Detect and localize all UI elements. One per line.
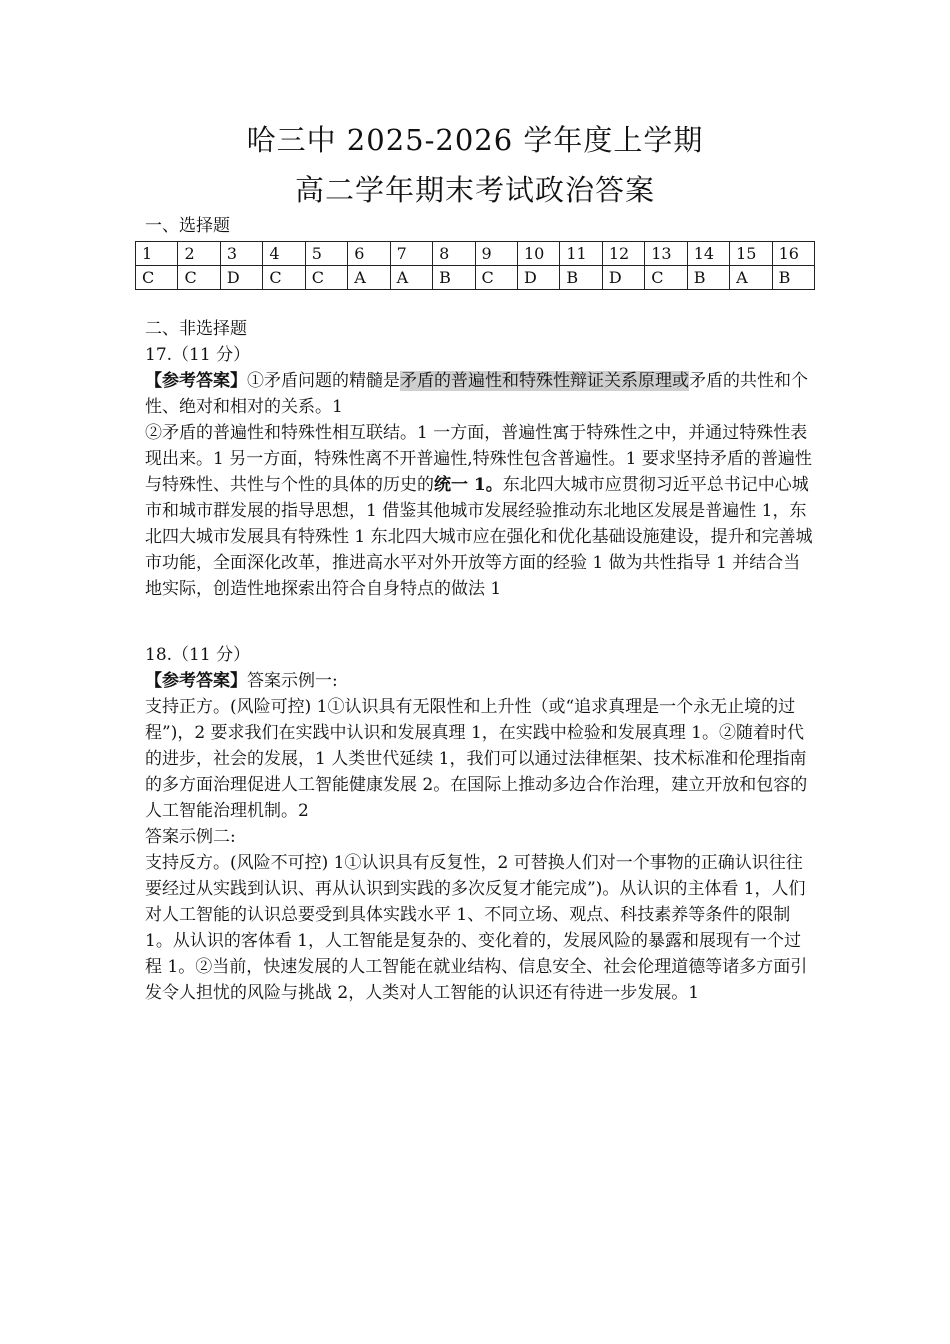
question-18-ref-line	[145, 668, 815, 694]
question-17-para-2	[145, 420, 815, 602]
question-17-header: 17.（11 分）	[145, 345, 251, 365]
question-number: 5	[305, 242, 347, 266]
answer-cell: B	[687, 266, 729, 290]
question-number: 4	[263, 242, 305, 266]
q17-p1-highlight: 矛盾的普遍性和特殊性辩证关系原理或	[400, 371, 689, 391]
answer-cell: C	[136, 266, 178, 290]
question-number: 13	[645, 242, 687, 266]
answer-table	[135, 241, 815, 290]
answer-cell: A	[390, 266, 432, 290]
table-row-answers	[136, 266, 815, 290]
question-number: 1	[136, 242, 178, 266]
question-number: 11	[560, 242, 602, 266]
question-number: 2	[178, 242, 220, 266]
q17-p2-text-b: 东北四大城市应贯彻习近平总书记中心城市和城市群发展的指导思想，1 借鉴其他城市发展经验推动东北地区发展是普遍性 1，东北四大城市发展具有特殊性 1 东北四大城市应在强化和优化基础设施建设，提升和完善城市功能，全面深化改革，推进高水平对外开放等方面的经验 1 做为共性指导 1 并结合当地实际，创造性地探索出符合自身特点的做法 1	[145, 475, 813, 599]
question-number: 6	[348, 242, 390, 266]
question-number: 14	[687, 242, 729, 266]
question-17-para-1	[145, 368, 815, 420]
q17-p2-text-a: ②矛盾的普遍性和特殊性相互联结。1 一方面，普遍性寓于特殊性之中，并通过特殊性表现出来。1 另一方面，特殊性离不开普遍性,特殊性包含普遍性。1 要求坚持矛盾的普遍性与特殊性、共性与个性的具体的历史的	[145, 423, 812, 495]
answer-cell: A	[730, 266, 772, 290]
answer-cell: B	[560, 266, 602, 290]
question-number: 9	[475, 242, 517, 266]
example-two-label: 答案示例二:	[145, 827, 236, 847]
q17-p1-text-b: 矛盾的共性和个性、绝对和相对的关系。1	[145, 371, 808, 417]
question-17-answer	[145, 342, 815, 602]
example-one-label: 答案示例一:	[247, 671, 338, 691]
question-number: 16	[772, 242, 814, 266]
answer-cell: B	[433, 266, 475, 290]
answer-cell: C	[178, 266, 220, 290]
page-subtitle: 高二学年期末考试政治答案	[294, 173, 655, 207]
reference-answer-label: 【参考答案】	[145, 371, 247, 391]
answer-cell: C	[263, 266, 305, 290]
answer-cell: C	[475, 266, 517, 290]
answer-cell: A	[348, 266, 390, 290]
reference-answer-label: 【参考答案】	[145, 671, 247, 691]
question-number: 7	[390, 242, 432, 266]
q17-p2-bold: 统一 1。	[434, 475, 503, 495]
question-number: 10	[517, 242, 559, 266]
table-row-numbers	[136, 242, 815, 266]
question-18-answer	[145, 642, 815, 1006]
question-number: 15	[730, 242, 772, 266]
example-one-text: 支持正方。(风险可控) 1①认识具有无限性和上升性（或“追求真理是一个永无止境的过程”)，2 要求我们在实践中认识和发展真理 1，在实践中检验和发展真理 1。②随着时代的进步，社会的发展，1 人类世代延续 1，我们可以通过法律框架、技术标准和伦理指南的多方面治理促进人工智能健康发展 2。在国际上推动多边合作治理，建立开放和包容的人工智能治理机制。2	[145, 697, 808, 821]
answer-cell: C	[305, 266, 347, 290]
q17-p1-text-a: ①矛盾问题的精髓是	[247, 371, 400, 391]
answer-cell: D	[220, 266, 262, 290]
question-number: 12	[602, 242, 644, 266]
answer-cell: C	[645, 266, 687, 290]
question-number: 8	[433, 242, 475, 266]
question-18-header: 18.（11 分）	[145, 645, 251, 665]
answer-cell: D	[602, 266, 644, 290]
page-title: 哈三中 2025-2026 学年度上学期	[246, 123, 704, 157]
example-two-text: 支持反方。(风险不可控) 1①认识具有反复性，2 可替换人们对一个事物的正确认识往往要经过从实践到认识、再从认识到实践的多次反复才能完成”)。从认识的主体看 1，人们对人工智能的认识总要受到具体实践水平 1、不同立场、观点、科技素养等条件的限制 1。从认识的客体看 1，人工智能是复杂的、变化着的，发展风险的暴露和展现有一个过程 1。②当前，快速发展的人工智能在就业结构、信息安全、社会伦理道德等诸多方面引发令人担忧的风险与挑战 2，人类对人工智能的认识还有待进一步发展。1	[145, 853, 808, 1003]
section-heading-nonchoice: 二、非选择题	[145, 319, 247, 339]
answer-cell: B	[772, 266, 814, 290]
answer-cell: D	[517, 266, 559, 290]
section-heading-choice: 一、选择题	[145, 216, 230, 236]
question-number: 3	[220, 242, 262, 266]
